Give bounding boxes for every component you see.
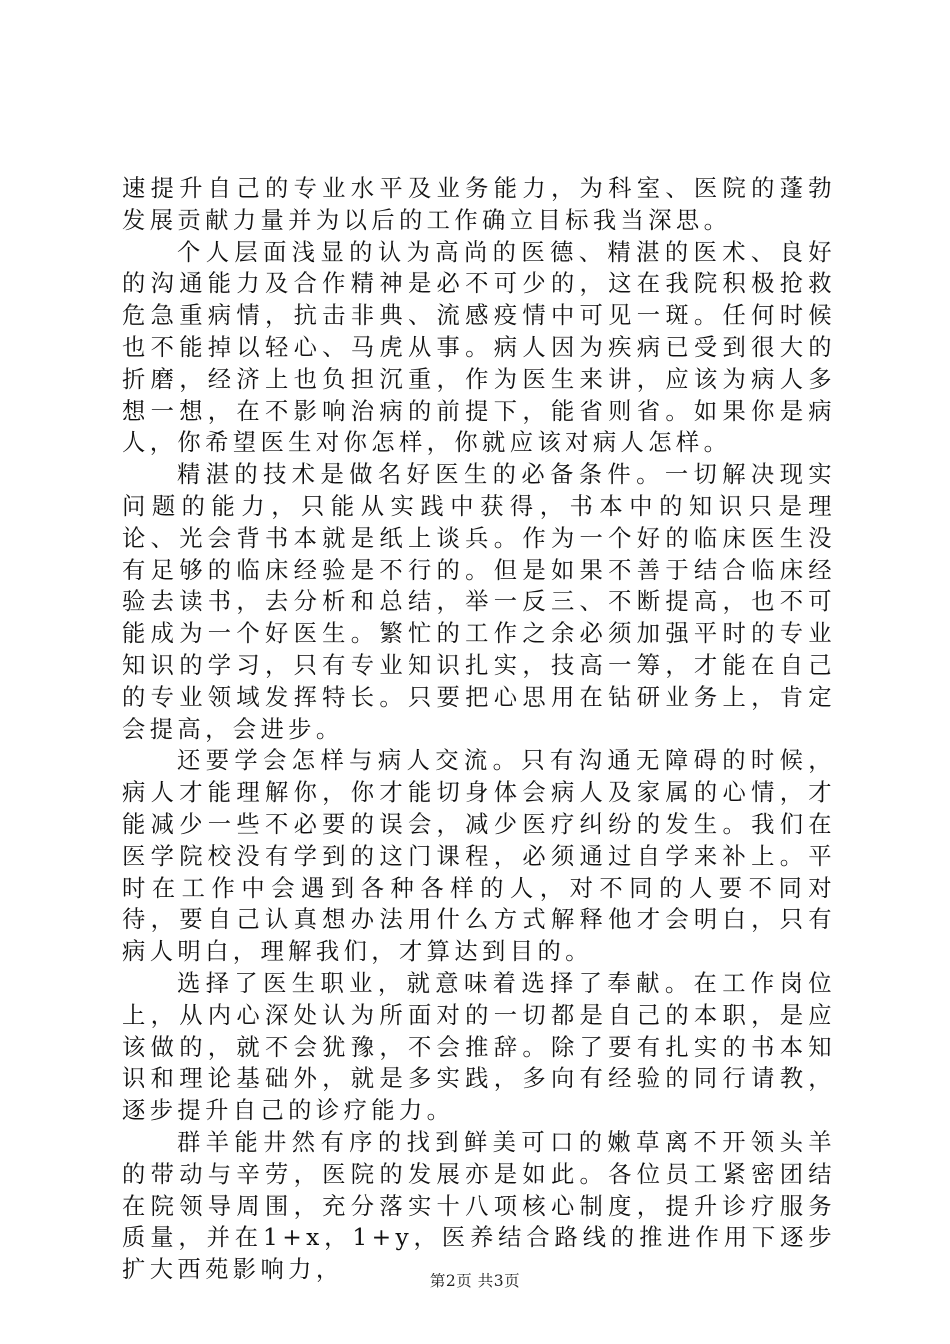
paragraph-hospital-development: 群羊能井然有序的找到鲜美可口的嫩草离不开领头羊的带动与辛劳，医院的发展亦是如此。各位员工紧密团结在院领导周围，充分落实十八项核心制度，提升诊疗服务质量，并在1+x，1+y，医养结合路线的推进作用下逐步扩大西苑影响力，: [122, 1128, 836, 1284]
page-number-footer: 第2页 共3页: [429, 1272, 521, 1290]
paragraph-technical-skill: 精湛的技术是做名好医生的必备条件。一切解决现实问题的能力，只能从实践中获得，书本中的知识只是理论、光会背书本就是纸上谈兵。作为一个好的临床医生没有足够的临床经验是不行的。但是如果不善于结合临床经验去读书，去分析和总结，举一反三、不断提高，也不可能成为一个好医生。繁忙的工作之余必须加强平时的专业知识的学习，只有专业知识扎实，技高一筹，才能在自己的专业领域发挥特长。只要把心思用在钻研业务上，肯定会提高，会进步。: [122, 461, 836, 743]
paragraph-dedication: 选择了医生职业，就意味着选择了奉献。在工作岗位上，从内心深处认为所面对的一切都是自己的本职，是应该做的，就不会犹豫，不会推辞。除了要有扎实的书本知识和理论基础外，就是多实践，多向有经验的同行请教，逐步提升自己的诊疗能力。: [122, 969, 836, 1125]
document-body: [122, 173, 836, 1286]
paragraph-medical-ethics: 个人层面浅显的认为高尚的医德、精湛的医术、良好的沟通能力及合作精神是必不可少的，这在我院积极抢救危急重病情，抗击非典、流感疫情中可见一斑。任何时候也不能掉以轻心、马虎从事。病人因为疾病已受到很大的折磨，经济上也负担沉重，作为医生来讲，应该为病人多想一想，在不影响治病的前提下，能省则省。如果你是病人，你希望医生对你怎样，你就应该对病人怎样。: [122, 238, 836, 457]
paragraph-patient-communication: 还要学会怎样与病人交流。只有沟通无障碍的时候，病人才能理解你，你才能切身体会病人及家属的心情，才能减少一些不必要的误会，减少医疗纠纷的发生。我们在医学院校没有学到的这门课程，必须通过自学来补上。平时在工作中会遇到各种各样的人，对不同的人要不同对待，要自己认真想办法用什么方式解释他才会明白，只有病人明白，理解我们，才算达到目的。: [122, 747, 836, 966]
paragraph-continuation: 速提升自己的专业水平及业务能力，为科室、医院的蓬勃发展贡献力量并为以后的工作确立目标我当深思。: [122, 175, 836, 234]
